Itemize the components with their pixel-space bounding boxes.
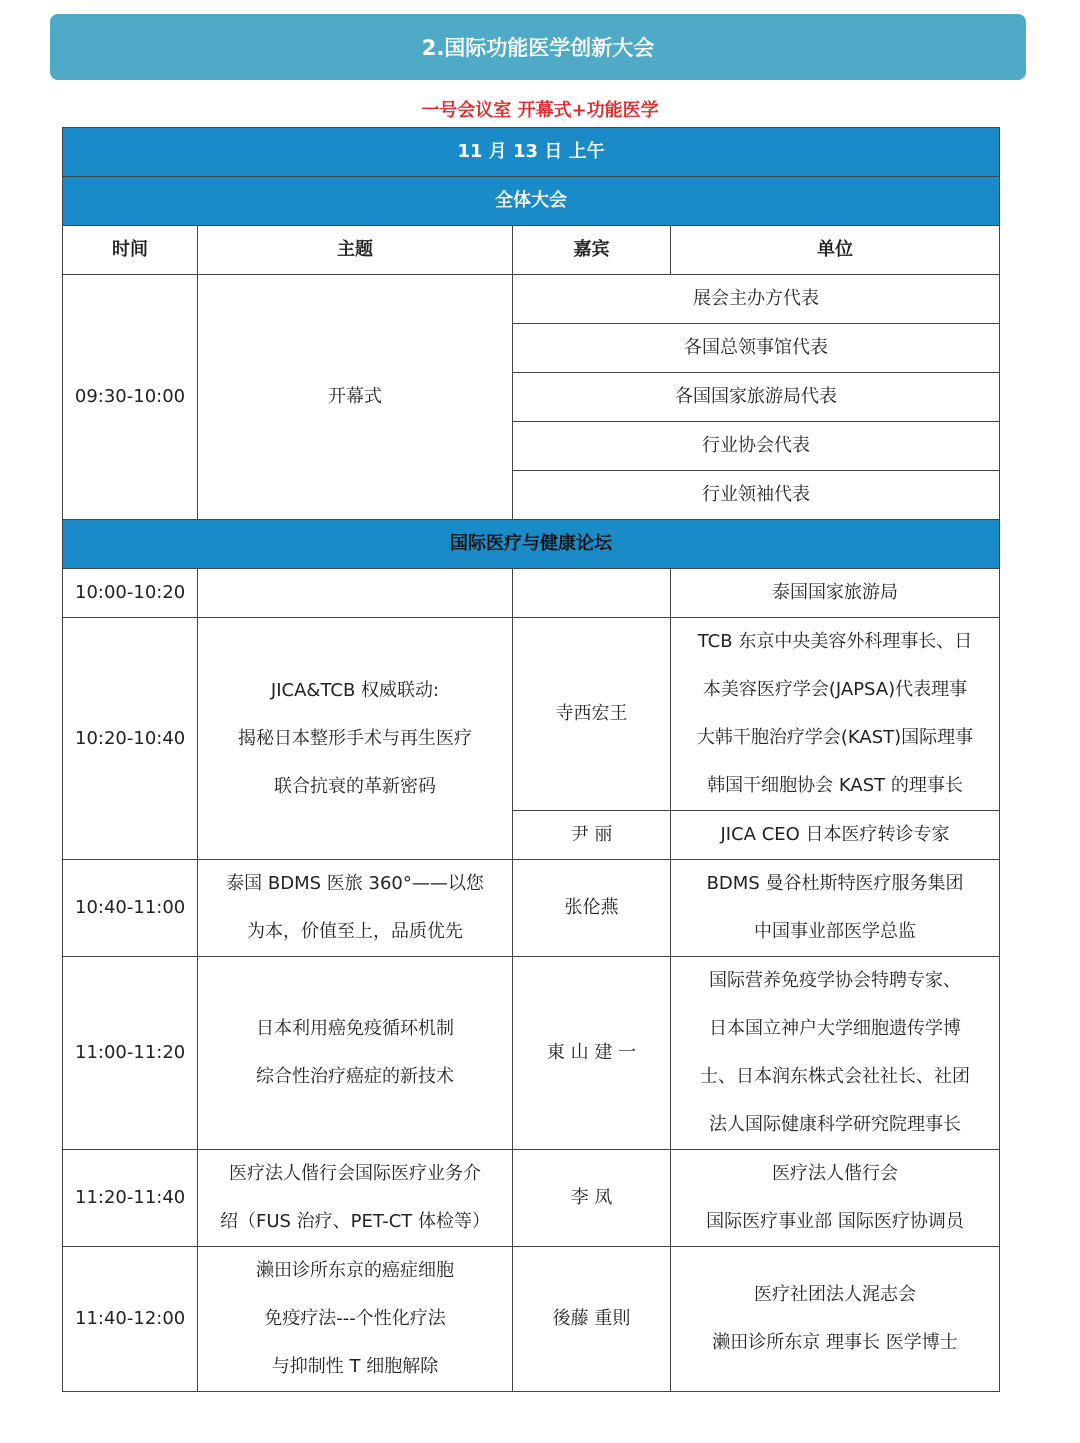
table-row — [63, 957, 1000, 1150]
unit-cell — [671, 860, 1000, 957]
topic-line: 免疫疗法---个性化疗法 — [264, 1308, 446, 1329]
time-cell: 11:40-12:00 — [63, 1247, 198, 1392]
table-row — [63, 569, 1000, 618]
unit-line: BDMS 曼谷杜斯特医疗服务集团 — [706, 873, 964, 894]
topic-cell — [198, 569, 513, 618]
topic-line: 为本，价值至上，品质优先 — [247, 921, 463, 942]
unit-cell — [671, 957, 1000, 1150]
topic-cell: 开幕式 — [198, 275, 513, 520]
unit-line: 韩国干细胞协会 KAST 的理事长 — [707, 775, 963, 796]
unit-cell: 行业领袖代表 — [513, 471, 1000, 520]
time-cell: 10:20-10:40 — [63, 618, 198, 860]
guest-cell: 後藤 重則 — [513, 1247, 671, 1392]
time-cell: 10:40-11:00 — [63, 860, 198, 957]
guest-cell: 李 凤 — [513, 1150, 671, 1247]
topic-cell — [198, 860, 513, 957]
table-row — [63, 1150, 1000, 1247]
unit-line: 中国事业部医学总监 — [754, 921, 917, 942]
unit-cell: 泰国国家旅游局 — [671, 569, 1000, 618]
room-title: 一号会议室 开幕式+功能医学 — [421, 100, 659, 121]
date-header: 11 月 13 日 上午 — [63, 128, 1000, 177]
topic-line: 濑田诊所东京的癌症细胞 — [256, 1260, 454, 1281]
table-row — [63, 860, 1000, 957]
unit-line: 法人国际健康科学研究院理事长 — [709, 1114, 962, 1135]
topic-line: 绍（FUS 治疗、PET-CT 体检等） — [219, 1211, 491, 1232]
guest-cell: 東 山 建 一 — [513, 957, 671, 1150]
col-time: 时间 — [63, 226, 198, 275]
unit-line: TCB 东京中央美容外科理事长、日 — [697, 631, 973, 652]
topic-cell — [198, 618, 513, 860]
col-unit: 单位 — [671, 226, 1000, 275]
unit-line: 士、日本润东株式会社社长、社团 — [700, 1066, 971, 1087]
topic-cell — [198, 1150, 513, 1247]
unit-line: 医疗社团法人浘志会 — [754, 1284, 917, 1305]
unit-cell: 各国总领事馆代表 — [513, 324, 1000, 373]
unit-cell — [671, 1247, 1000, 1392]
topic-line: 泰国 BDMS 医旅 360°——以您 — [226, 873, 484, 894]
topic-line: JICA&TCB 权威联动: — [270, 679, 440, 701]
unit-line: 濑田诊所东京 理事长 医学博士 — [712, 1332, 958, 1353]
unit-cell: JICA CEO 日本医疗转诊专家 — [671, 811, 1000, 860]
col-guest: 嘉宾 — [513, 226, 671, 275]
unit-line: 大韩干胞治疗学会(KAST)国际理事 — [696, 727, 974, 748]
time-cell: 11:00-11:20 — [63, 957, 198, 1150]
column-header-row — [63, 226, 1000, 275]
unit-cell: 各国国家旅游局代表 — [513, 373, 1000, 422]
plenary-header-row — [63, 177, 1000, 226]
table-row — [63, 275, 1000, 324]
unit-line: 医疗法人偕行会 — [772, 1163, 899, 1184]
unit-line: 日本国立神户大学细胞遗传学博 — [709, 1018, 962, 1039]
topic-line: 与抑制性 T 细胞解除 — [271, 1356, 439, 1377]
guest-cell: 张伦燕 — [513, 860, 671, 957]
unit-cell — [671, 1150, 1000, 1247]
topic-cell — [198, 957, 513, 1150]
plenary-header: 全体大会 — [63, 177, 1000, 226]
guest-cell: 尹 丽 — [513, 811, 671, 860]
topic-line: 综合性治疗癌症的新技术 — [256, 1066, 454, 1087]
unit-line: 国际医疗事业部 国际医疗协调员 — [706, 1211, 964, 1232]
topic-line: 揭秘日本整形手术与再生医疗 — [238, 727, 472, 749]
unit-line: 本美容医疗学会(JAPSA)代表理事 — [702, 679, 968, 700]
topic-line: 医疗法人偕行会国际医疗业务介 — [229, 1163, 481, 1184]
unit-line: 国际营养免疫学协会特聘专家、 — [709, 970, 962, 991]
col-topic: 主题 — [198, 226, 513, 275]
guest-cell: 寺西宏王 — [513, 618, 671, 811]
date-header-row — [63, 128, 1000, 177]
guest-cell — [513, 569, 671, 618]
time-cell: 10:00-10:20 — [63, 569, 198, 618]
time-cell: 11:20-11:40 — [63, 1150, 198, 1247]
schedule-table — [62, 127, 1000, 1392]
unit-cell — [671, 618, 1000, 811]
forum-header: 国际医疗与健康论坛 — [63, 520, 1000, 569]
time-cell: 09:30-10:00 — [63, 275, 198, 520]
conference-banner: 2.国际功能医学创新大会 — [50, 14, 1026, 80]
forum-header-row — [63, 520, 1000, 569]
topic-line: 联合抗衰的革新密码 — [274, 775, 436, 797]
table-row — [63, 1247, 1000, 1392]
unit-cell: 行业协会代表 — [513, 422, 1000, 471]
topic-line: 日本利用癌免疫循环机制 — [256, 1018, 454, 1039]
table-row — [63, 618, 1000, 811]
topic-cell — [198, 1247, 513, 1392]
unit-cell: 展会主办方代表 — [513, 275, 1000, 324]
